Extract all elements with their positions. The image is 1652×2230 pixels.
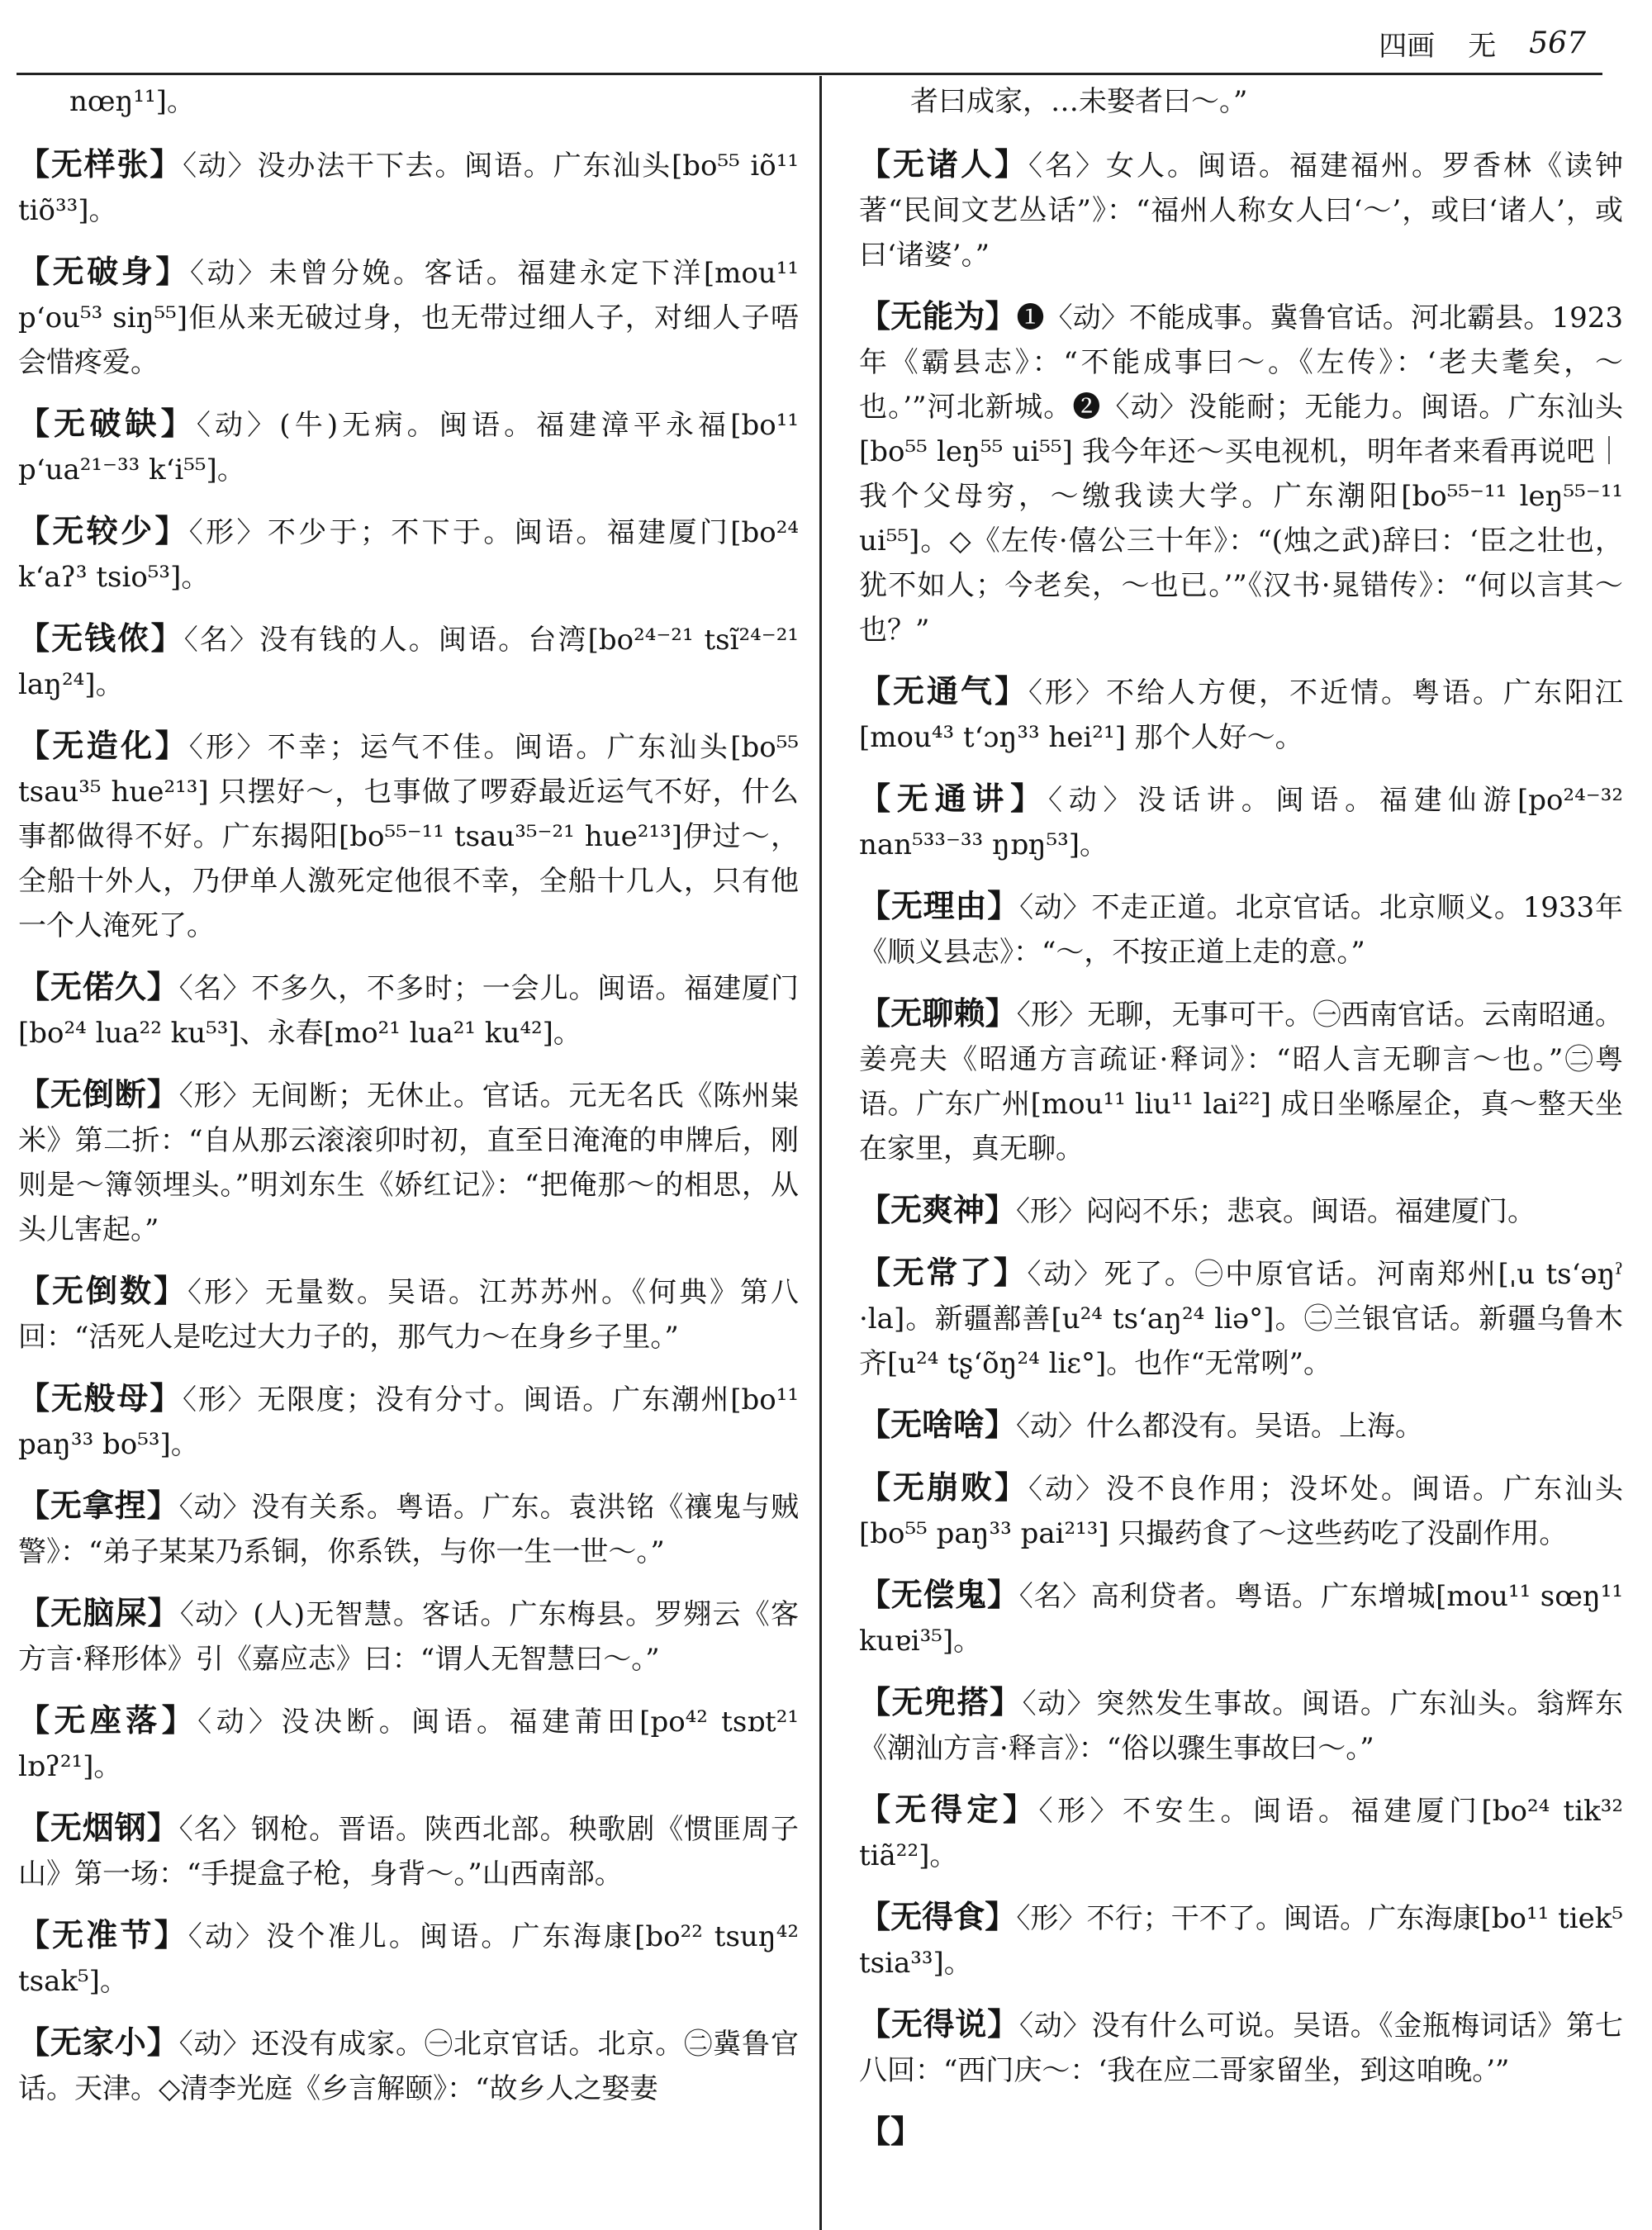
header-section: 四画 <box>1379 29 1436 63</box>
entry-definition: 〈动〉(牛)无病。闽语。福建漳平永福[bo¹¹ p‘ua²¹⁻³³ k‘i⁵⁵]。 <box>18 409 799 486</box>
entry-headword: 无座落 <box>54 1701 162 1739</box>
dictionary-entry: 【无偿鬼】〈名〉高利贷者。粤语。广东增城[mou¹¹ sœŋ¹¹ kuɐi³⁵]。 <box>859 1576 1623 1658</box>
entry-headword: 无聊赖 <box>890 994 985 1032</box>
entry-definition: 〈动〉没话讲。闽语。福建仙游[po²⁴⁻³² nan⁵³³⁻³³ ŋɒŋ⁵³]。 <box>859 784 1623 861</box>
entry-definition: 〈动〉还没有成家。㊀北京官话。北京。㊁冀鲁官话。天津。◇清李光庭《乡言解颐》：“故乡人之娶妻 <box>18 2028 799 2105</box>
entry-headword: 无脑屎 <box>50 1594 148 1631</box>
entry-headword: 无偌久 <box>50 968 147 1005</box>
dictionary-entry: 【无兜搭】〈动〉突然发生事故。闽语。广东汕头。翁辉东《潮汕方言·释言》：“俗以骤生事故曰～。” <box>859 1683 1623 1765</box>
entry-definition: 〈名〉没有钱的人。闽语。台湾[bo²⁴⁻²¹ tsĩ²⁴⁻²¹ laŋ²⁴]。 <box>18 624 799 701</box>
entry-definition: 〈形〉不行；干不了。闽语。广东海康[bo¹¹ tiek⁵ tsia³³]。 <box>859 1902 1623 1980</box>
entry-definition: 〈名〉不多久，不多时；一会儿。闽语。福建厦门[bo²⁴ lua²² ku⁵³]、永春[mo²¹ lua²¹ ku⁴²]。 <box>18 972 799 1050</box>
entry-headword: 无能为 <box>890 297 985 334</box>
dictionary-entry: 【无破身】〈动〉未曾分娩。客话。福建永定下洋[mou¹¹ p‘ou⁵³ siŋ⁵⁵]佢从来无破过身，也无带过细人子，对细人子唔会惜疼爱。 <box>18 253 799 379</box>
entry-definition: 〈名〉女人。闽语。福建福州。罗香林《读钟著“民间文艺丛话”》：“福州人称女人曰‘～’，或曰‘诸人’，或曰‘诸婆’。” <box>859 149 1623 272</box>
dictionary-entry: 【无常了】〈动〉死了。㊀中原官话。河南郑州[ˌu ts‘əŋˀ ·la]。新疆鄯善[u²⁴ ts‘aŋ²⁴ liə°]。㊁兰银官话。新疆乌鲁木齐[u²⁴ tʂ‘õŋ²⁴ liɛ°]。也作“无常咧”。 <box>859 1254 1623 1380</box>
entry-definition: 〈动〉没有关系。粤语。广东。袁洪铭《禳鬼与贼警》：“弟子某某乃系铜，你系铁，与你一生一世～。” <box>18 1491 799 1568</box>
dictionary-entry: 【无爽神】〈形〉闷闷不乐；悲哀。闽语。福建厦门。 <box>859 1191 1536 1228</box>
dictionary-entry: 【无偌久】〈名〉不多久，不多时；一会儿。闽语。福建厦门[bo²⁴ lua²² ku⁵³]、永春[mo²¹ lua²¹ ku⁴²]。 <box>18 968 799 1050</box>
dictionary-entry: 【无得食】〈形〉不行；干不了。闽语。广东海康[bo¹¹ tiek⁵ tsia³³]。 <box>859 1898 1623 1980</box>
entry-headword: 无得食 <box>890 1898 985 1935</box>
dictionary-entry: 【无啥啥】〈动〉什么都没有。吴语。上海。 <box>859 1406 1424 1443</box>
entry-definition: 〈动〉死了。㊀中原官话。河南郑州[ˌu ts‘əŋˀ ·la]。新疆鄯善[u²⁴ ts‘aŋ²⁴ liə°]。㊁兰银官话。新疆乌鲁木齐[u²⁴ tʂ‘õŋ²⁴ liɛ°]。也作“无常咧”。 <box>859 1258 1623 1380</box>
dictionary-entry: 【无较少】〈形〉不少于；不下于。闽语。福建厦门[bo²⁴ k‘aʔ³ tsio⁵³]。 <box>18 512 799 594</box>
entry-headword: 无破缺 <box>54 405 161 442</box>
entry-headword: 无倒数 <box>52 1272 154 1309</box>
entry-headword: 无拿捏 <box>50 1487 147 1524</box>
entry-definition: 〈动〉不走正道。北京官话。北京顺义。1933年《顺义县志》：“～，不按正道上走的意。” <box>859 891 1623 969</box>
dictionary-entry: 【无拿捏】〈动〉没有关系。粤语。广东。袁洪铭《禳鬼与贼警》：“弟子某某乃系铜，你系铁，与你一生一世～。” <box>18 1487 799 1568</box>
entry-definition: 〈形〉不幸；运气不佳。闽语。广东汕头[bo⁵⁵ tsau³⁵ hue²¹³] 只摆好～，乜事做了啰孬最近运气不好，什么事都做得不好。广东揭阳[bo⁵⁵⁻¹¹ tsau³⁵⁻²¹ hue²¹³]伊过～，全船十外人，乃伊单人激死定他很不幸，全船十几人，只有他一个人淹死了。 <box>18 731 799 942</box>
dictionary-entry: 【无般母】〈形〉无限度；没有分寸。闽语。广东潮州[bo¹¹ paŋ³³ bo⁵³]。 <box>18 1379 799 1461</box>
entry-headword: 无造化 <box>52 727 155 764</box>
dictionary-entry: 【无聊赖】〈形〉无聊，无事可干。㊀西南官话。云南昭通。姜亮夫《昭通方言疏证·释词》：“昭人言无聊言～也。”㊁粤语。广东广州[mou¹¹ liu¹¹ lai²²] 成日坐喺屋企，真～整天坐在家里，真无聊。 <box>859 994 1623 1165</box>
entry-headword: 无钱侬 <box>51 619 151 657</box>
entry-definition: 〈形〉无限度；没有分寸。闽语。广东潮州[bo¹¹ paŋ³³ bo⁵³]。 <box>18 1383 799 1461</box>
header-rule <box>17 73 1602 75</box>
entry-headword: 无得说 <box>890 2005 988 2043</box>
dictionary-entry: 【无脑屎】〈动〉(人)无智慧。客话。广东梅县。罗翙云《客方言·释形体》引《嘉应志》曰：“谓人无智慧曰～。” <box>18 1594 799 1676</box>
entry-headword: 无啥啥 <box>890 1406 985 1443</box>
entry-headword: 无通气 <box>893 672 995 709</box>
right-column <box>859 79 1623 2223</box>
page-header <box>1379 18 1586 68</box>
entry-definition: 〈动〉没个准儿。闽语。广东海康[bo²² tsuŋ⁴² tsak⁵]。 <box>18 1920 799 1998</box>
entry-headword: 无样张 <box>50 145 150 183</box>
entry-definition: 〈动〉突然发生事故。闽语。广东汕头。翁辉东《潮汕方言·释言》：“俗以骤生事故曰～。” <box>859 1687 1623 1765</box>
dictionary-entry: 【无理由】〈动〉不走正道。北京官话。北京顺义。1933年《顺义县志》：“～，不按正道上走的意。” <box>859 887 1623 969</box>
dictionary-entry: 【无得定】〈形〉不安生。闽语。福建厦门[bo²⁴ tik³² tiã²²]。 <box>859 1791 1623 1872</box>
entry-headword: 无烟钢 <box>50 1809 147 1846</box>
entry-definition: 〈动〉没办法干下去。闽语。广东汕头[bo⁵⁵ iõ¹¹ tiõ³³]。 <box>18 149 799 227</box>
entry-definition: 〈动〉没决断。闽语。福建莆田[po⁴² tsɒt²¹ lɒʔ²¹]。 <box>18 1706 799 1783</box>
dictionary-entry: 【无造化】〈形〉不幸；运气不佳。闽语。广东汕头[bo⁵⁵ tsau³⁵ hue²¹³] 只摆好～，乜事做了啰孬最近运气不好，什么事都做得不好。广东揭阳[bo⁵⁵⁻¹¹ tsau³⁵⁻²¹ hue²¹³]伊过～，全船十外人，乃伊单人激死定他很不幸，全船十几人，只有他一个人淹死了。 <box>18 727 799 942</box>
dictionary-entry: 【无钱侬】〈名〉没有钱的人。闽语。台湾[bo²⁴⁻²¹ tsĩ²⁴⁻²¹ laŋ²⁴]。 <box>18 619 799 701</box>
entry-definition: 〈形〉闷闷不乐；悲哀。闽语。福建厦门。 <box>1016 1195 1536 1228</box>
header-radical: 无 <box>1468 29 1497 63</box>
entry-definition: 〈名〉高利贷者。粤语。广东增城[mou¹¹ sœŋ¹¹ kuɐi³⁵]。 <box>859 1580 1623 1658</box>
entry-definition: 〈形〉不安生。闽语。福建厦门[bo²⁴ tik³² tiã²²]。 <box>859 1795 1623 1872</box>
entry-headword: 无兜搭 <box>891 1683 990 1720</box>
dictionary-entry: 【无通讲】〈动〉没话讲。闽语。福建仙游[po²⁴⁻³² nan⁵³³⁻³³ ŋɒŋ⁵³]。 <box>859 780 1623 861</box>
entry-headword: 无倒断 <box>50 1075 147 1113</box>
entry-headword: 无得定 <box>895 1791 1003 1828</box>
dictionary-entry: 【】 <box>859 2113 923 2150</box>
entry-headword: 无破身 <box>52 253 156 290</box>
dictionary-entry: 【无样张】〈动〉没办法干下去。闽语。广东汕头[bo⁵⁵ iõ¹¹ tiõ³³]。 <box>18 145 799 227</box>
entry-definition: 〈动〉未曾分娩。客话。福建永定下洋[mou¹¹ p‘ou⁵³ siŋ⁵⁵]佢从来无破过身，也无带过细人子，对细人子唔会惜疼爱。 <box>18 257 799 379</box>
dictionary-entry: 【无烟钢】〈名〉钢枪。晋语。陕西北部。秧歌剧《惯匪周子山》第一场：“手提盒子枪，身背～。”山西南部。 <box>18 1809 799 1891</box>
dictionary-entry: 【无准节】〈动〉没个准儿。闽语。广东海康[bo²² tsuŋ⁴² tsak⁵]。 <box>18 1916 799 1998</box>
entry-headword: 无偿鬼 <box>890 1576 988 1613</box>
dictionary-entry: 【无座落】〈动〉没决断。闽语。福建莆田[po⁴² tsɒt²¹ lɒʔ²¹]。 <box>18 1701 799 1783</box>
entry-headword: 无常了 <box>892 1254 994 1291</box>
entry-definition: 〈动〉什么都没有。吴语。上海。 <box>1016 1410 1424 1443</box>
dictionary-entry: 【无诸人】〈名〉女人。闽语。福建福州。罗香林《读钟著“民间文艺丛话”》：“福州人称女人曰‘～’，或曰‘诸人’，或曰‘诸婆’。” <box>859 145 1623 272</box>
dictionary-entry: 【无倒断】〈形〉无间断；无休止。官话。元无名氏《陈州粜米》第二折：“自从那云滚滚卯时初，直至日淹淹的申牌后，刚则是～簿领埋头。”明刘东生《娇红记》：“把俺那～的相思，从头儿害起。” <box>18 1075 799 1246</box>
entry-headword: 无诸人 <box>893 145 995 183</box>
dictionary-entry: 【无能为】❶〈动〉不能成事。冀鲁官话。河北霸县。1923年《霸县志》：“不能成事曰～。《左传》：‘老夫耄矣，～也。’”河北新城。❷〈动〉没能耐；无能力。闽语。广东汕头[bo⁵⁵ leŋ⁵⁵ ui⁵⁵] 我今年还～买电视机，明年者来看再说吧｜我个父母穷，～缴我读大学。广东潮阳[bo⁵⁵⁻¹¹ leŋ⁵⁵⁻¹¹ ui⁵⁵]。◇《左传·僖公三十年》：“(烛之武)辞曰：‘臣之壮也，犹不如人；今老矣，～也已。’”《汉书·晁错传》：“何以言其～也？” <box>859 297 1624 647</box>
entry-definition: 〈形〉无量数。吴语。江苏苏州。《何典》第八回：“活死人是吃过大力子的，那气力～在身乡子里。” <box>18 1276 799 1354</box>
entry-definition: 〈形〉不少于；不下于。闽语。福建厦门[bo²⁴ k‘aʔ³ tsio⁵³]。 <box>18 516 799 594</box>
dictionary-entry: 【无倒数】〈形〉无量数。吴语。江苏苏州。《何典》第八回：“活死人是吃过大力子的，那气力～在身乡子里。” <box>18 1272 799 1354</box>
entry-continuation: 者曰成家，…未娶者曰～。” <box>910 85 1248 118</box>
entry-definition: 〈动〉(人)无智慧。客话。广东梅县。罗翙云《客方言·释形体》引《嘉应志》曰：“谓人无智慧曰～。” <box>18 1598 799 1676</box>
entry-headword: 无较少 <box>52 512 155 549</box>
entry-definition: 〈形〉无聊，无事可干。㊀西南官话。云南昭通。姜亮夫《昭通方言疏证·释词》：“昭人言无聊言～也。”㊁粤语。广东广州[mou¹¹ liu¹¹ lai²²] 成日坐喺屋企，真～整天坐在家里，真无聊。 <box>859 999 1623 1165</box>
entry-headword: 无崩败 <box>893 1468 995 1506</box>
dictionary-entry: 【无通气】〈形〉不给人方便，不近情。粤语。广东阳江[mou⁴³ t‘ɔŋ³³ hei²¹] 那个人好～。 <box>859 672 1623 754</box>
entry-definition: 〈名〉钢枪。晋语。陕西北部。秧歌剧《惯匪周子山》第一场：“手提盒子枪，身背～。”山西南部。 <box>18 1813 799 1891</box>
dictionary-entry: 【无得说】〈动〉没有什么可说。吴语。《金瓶梅词话》第七八回：“西门庆～：‘我在应二哥家留坐，到这咱晚。’” <box>859 2005 1623 2087</box>
dictionary-entry: 【无崩败】〈动〉没不良作用；没坏处。闽语。广东汕头[bo⁵⁵ paŋ³³ pai²¹³] 只撮药食了～这些药吃了没副作用。 <box>859 1468 1623 1550</box>
entry-headword: 无通讲 <box>896 780 1011 817</box>
entry-definition: 〈动〉没不良作用；没坏处。闽语。广东汕头[bo⁵⁵ paŋ³³ pai²¹³] 只撮药食了～这些药吃了没副作用。 <box>859 1473 1623 1550</box>
column-divider <box>819 76 822 2230</box>
entry-headword: 无爽神 <box>890 1191 985 1228</box>
entry-headword: 无准节 <box>52 1916 154 1953</box>
dictionary-entry: 【无家小】〈动〉还没有成家。㊀北京官话。北京。㊁冀鲁官话。天津。◇清李光庭《乡言解颐》：“故乡人之娶妻 <box>18 2024 799 2105</box>
entry-continuation: nœŋ¹¹]。 <box>69 85 195 118</box>
entry-definition: ❶〈动〉不能成事。冀鲁官话。河北霸县。1923年《霸县志》：“不能成事曰～。《左传》：‘老夫耄矣，～也。’”河北新城。❷〈动〉没能耐；无能力。闽语。广东汕头[bo⁵⁵ leŋ⁵⁵ ui⁵⁵] 我今年还～买电视机，明年者来看再说吧｜我个父母穷，～缴我读大学。广东潮阳[bo⁵⁵⁻¹¹ leŋ⁵⁵⁻¹¹ ui⁵⁵]。◇《左传·僖公三十年》：“(烛之武)辞曰：‘臣之壮也，犹不如人；今老矣，～也已。’”《汉书·晁错传》：“何以言其～也？” <box>859 301 1624 647</box>
entry-definition: 〈形〉无间断；无休止。官话。元无名氏《陈州粜米》第二折：“自从那云滚滚卯时初，直至日淹淹的申牌后，刚则是～簿领埋头。”明刘东生《娇红记》：“把俺那～的相思，从头儿害起。” <box>18 1079 799 1246</box>
page-number: 567 <box>1529 26 1586 60</box>
entry-headword: 无般母 <box>50 1379 150 1416</box>
entry-headword: 无家小 <box>50 2024 147 2061</box>
entry-definition: 〈动〉没有什么可说。吴语。《金瓶梅词话》第七八回：“西门庆～：‘我在应二哥家留坐，到这咱晚。’” <box>859 2009 1623 2087</box>
entry-headword: 无理由 <box>890 887 988 924</box>
left-column <box>18 79 799 2223</box>
dictionary-entry: 【无破缺】〈动〉(牛)无病。闽语。福建漳平永福[bo¹¹ p‘ua²¹⁻³³ k‘i⁵⁵]。 <box>18 405 799 486</box>
entry-definition: 〈形〉不给人方便，不近情。粤语。广东阳江[mou⁴³ t‘ɔŋ³³ hei²¹] 那个人好～。 <box>859 676 1623 754</box>
